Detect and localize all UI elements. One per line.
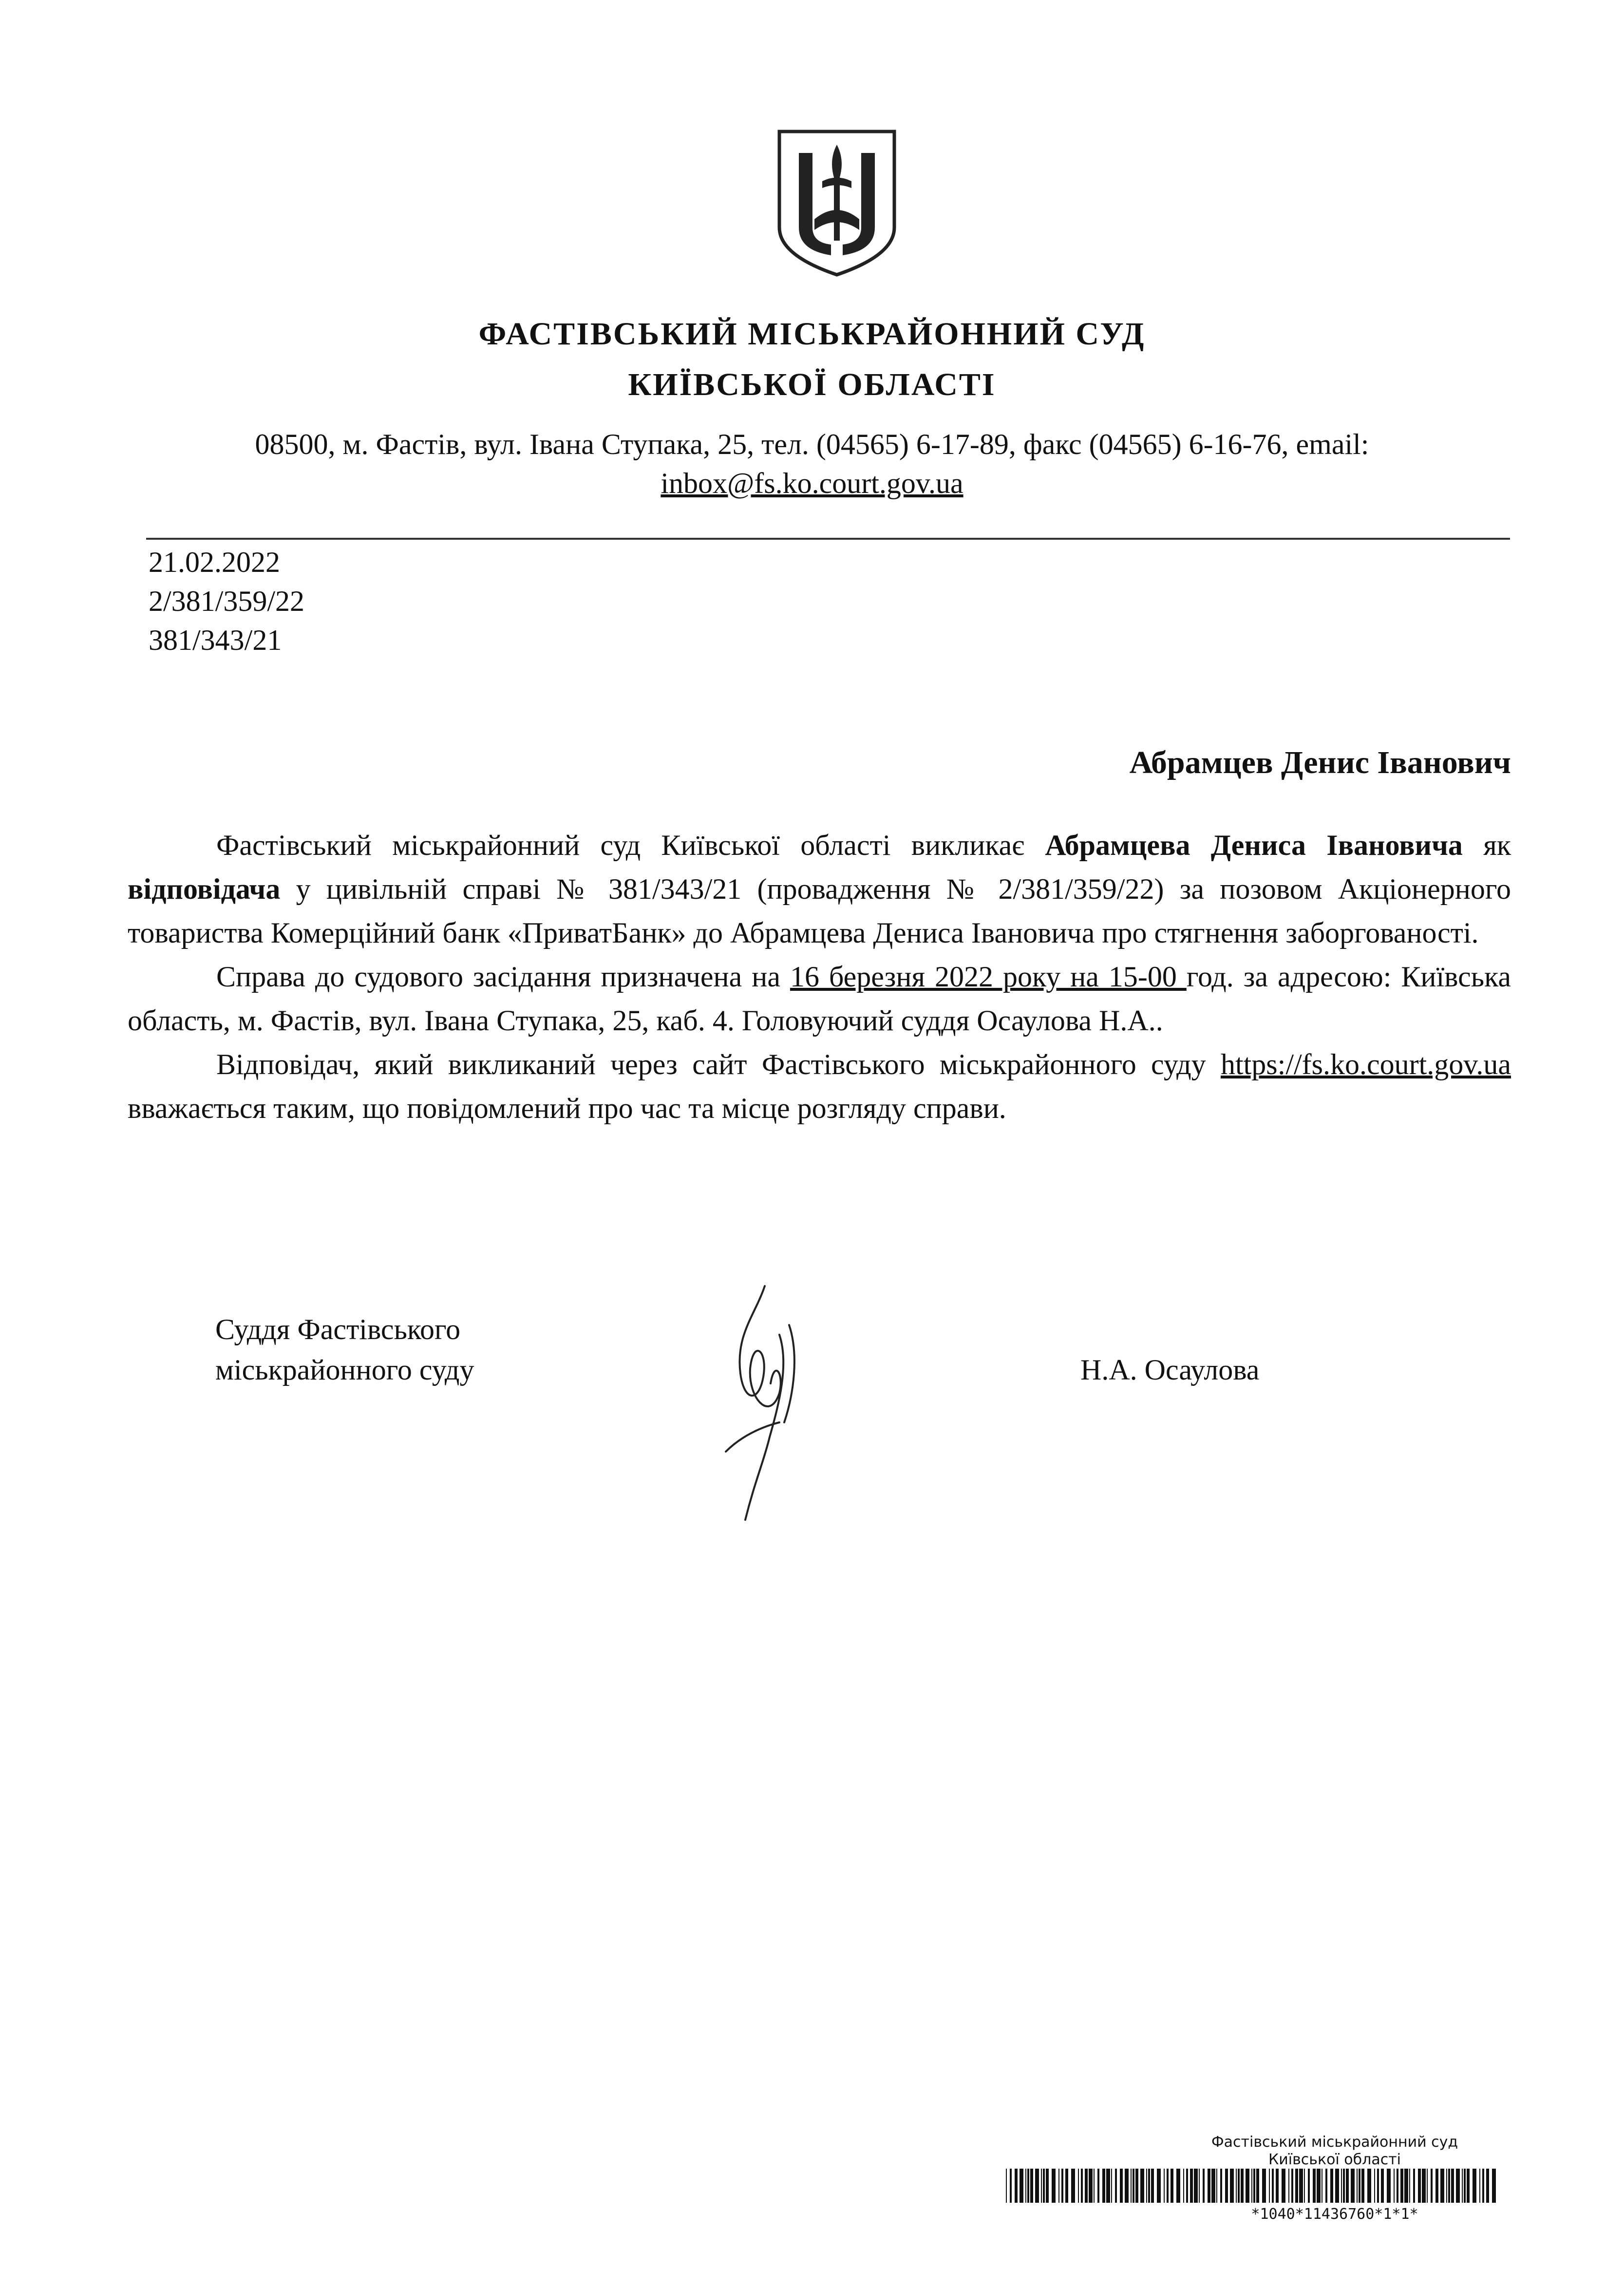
signer-title-line1: Суддя Фастівського	[215, 1313, 461, 1345]
barcode-number: *1040*11436760*1*1*	[1251, 2206, 1418, 2223]
defendant-name: Абрамцева Дениса Івановича	[1045, 829, 1463, 861]
notice-tail: вважається таким, що повідомлений про час та місце розгляду справи.	[128, 1092, 1006, 1124]
court-name: ФАСТІВСЬКИЙ МІСЬКРАЙОННИЙ СУД	[478, 316, 1146, 352]
paragraph-summons	[128, 823, 1511, 955]
summons-lead: Фастівський міськрайонний суд Київської області викликає	[216, 829, 1045, 861]
summons-tail: у цивільній справі № 381/343/21 (провадження № 2/381/359/22) за позовом Акціонерного товариства Комерційний банк «ПриватБанк» до Абрамцева Дениса Івановича про стягнення заборгованості.	[128, 873, 1511, 949]
hearing-datetime: 16 березня 2022 року на 15-00	[790, 961, 1187, 993]
stamp-court-name: Фастівський міськрайонний суд	[1211, 2134, 1458, 2151]
coat-of-arms-icon	[774, 128, 900, 279]
paragraph-notice	[128, 1042, 1511, 1130]
handwritten-signature	[706, 1276, 833, 1530]
barcode-icon	[1006, 2169, 1503, 2203]
hearing-lead: Справа до судового засідання призначена на	[216, 961, 790, 993]
addressee-name: Абрамцев Денис Іванович	[1129, 745, 1511, 780]
letter-body	[128, 823, 1511, 1130]
court-region: КИЇВСЬКОЇ ОБЛАСТІ	[628, 367, 996, 402]
letter-date: 21.02.2022	[149, 546, 280, 578]
stamp-region: Київської області	[1268, 2151, 1401, 2168]
defendant-role: відповідача	[128, 873, 281, 905]
case-number: 381/343/21	[149, 624, 282, 656]
hearing-tail: год. за адресою: Київська область, м. Фастів, вул. Івана Ступака, 25, каб. 4. Головуючий суддя Осаулова Н.А..	[128, 961, 1511, 1037]
court-address: 08500, м. Фастів, вул. Івана Ступака, 25, тел. (04565) 6-17-89, факс (04565) 6-16-76, email:	[255, 428, 1369, 460]
notice-lead: Відповідач, який викликаний через сайт Фастівського міськрайонного суду	[216, 1048, 1221, 1080]
proceeding-number: 2/381/359/22	[149, 585, 305, 617]
court-email-link[interactable]: inbox@fs.ko.court.gov.ua	[661, 467, 963, 499]
signer-title-line2: міськрайонного суду	[215, 1354, 474, 1386]
paragraph-hearing	[128, 955, 1511, 1042]
signer-name: Н.А. Осаулова	[1080, 1354, 1260, 1386]
court-site-link[interactable]: https://fs.ko.court.gov.ua	[1220, 1048, 1511, 1080]
header-divider	[146, 538, 1510, 540]
summons-mid: як	[1462, 829, 1511, 861]
